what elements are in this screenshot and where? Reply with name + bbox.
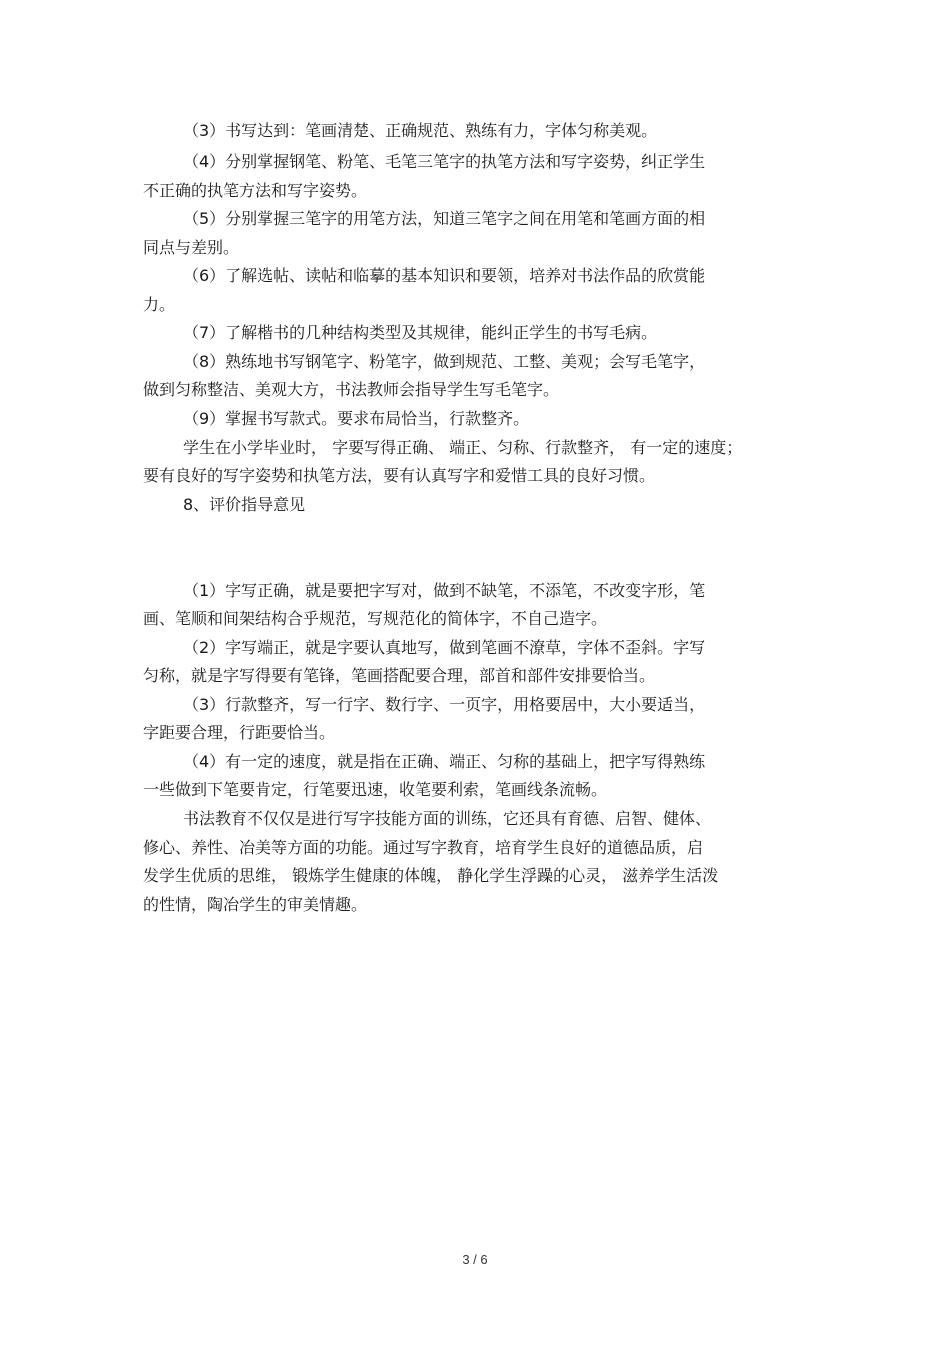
paragraph-line: 不正确的执笔方法和写字姿势。 <box>143 181 368 200</box>
paragraph-line: 一些做到下笔要肯定，行笔要迅速，收笔要利索，笔画线条流畅。 <box>143 780 608 799</box>
section-heading: 8、评价指导意见 <box>183 495 306 514</box>
paragraph-line: 的性情，陶冶学生的审美情趣。 <box>143 895 368 914</box>
paragraph-line: （6）了解选帖、读帖和临摹的基本知识和要领，培养对书法作品的欣赏能 <box>183 266 706 285</box>
paragraph-line: 匀称，就是字写得要有笔锋，笔画搭配要合理，部首和部件安排要恰当。 <box>143 666 656 685</box>
page-number: 3 / 6 <box>462 1252 488 1267</box>
paragraph-line: （5）分别掌握三笔字的用笔方法，知道三笔字之间在用笔和笔画方面的相 <box>183 209 706 228</box>
paragraph-line: 画、笔顺和间架结构合乎规范，写规范化的简体字，不自己造字。 <box>143 609 608 628</box>
paragraph-line: （4）有一定的速度，就是指在正确、端正、匀称的基础上，把字写得熟练 <box>183 752 706 771</box>
paragraph-line: 字距要合理，行距要恰当。 <box>143 723 336 742</box>
paragraph-line: （8）熟练地书写钢笔字、粉笔字，做到规范、工整、美观；会写毛笔字， <box>183 352 706 371</box>
paragraph-line: 发学生优质的思维， 锻炼学生健康的体魄， 静化学生浮躁的心灵， 滋养学生活泼 <box>143 866 719 885</box>
paragraph-line: 修心、养性、冶美等方面的功能。通过写字教育，培育学生良好的道德品质，启 <box>143 838 704 857</box>
paragraph-line: （1）字写正确，就是要把字写对，做到不缺笔，不添笔，不改变字形，笔 <box>183 581 706 600</box>
paragraph-line: （9）掌握书写款式。要求布局恰当，行款整齐。 <box>183 409 530 428</box>
paragraph-line: 书法教育不仅仅是进行写字技能方面的训练，它还具有育德、启智、健体、 <box>183 809 712 828</box>
paragraph-line: 做到匀称整洁、美观大方，书法教师会指导学生写毛笔字。 <box>143 380 560 399</box>
paragraph-line: （2）字写端正，就是字要认真地写，做到笔画不潦草，字体不歪斜。字写 <box>183 638 706 657</box>
paragraph-line: 要有良好的写字姿势和执笔方法，要有认真写字和爱惜工具的良好习惯。 <box>143 466 656 485</box>
paragraph-line: （3）书写达到：笔画清楚、正确规范、熟练有力，字体匀称美观。 <box>183 121 658 140</box>
paragraph-line: 学生在小学毕业时， 字要写得正确、 端正、匀称、行款整齐， 有一定的速度； <box>183 438 743 457</box>
paragraph-line: （7）了解楷书的几种结构类型及其规律，能纠正学生的书写毛病。 <box>183 323 658 342</box>
paragraph-line: （4）分别掌握钢笔、粉笔、毛笔三笔字的执笔方法和写字姿势，纠正学生 <box>183 152 706 171</box>
paragraph-line: （3）行款整齐，写一行字、数行字、一页字，用格要居中，大小要适当， <box>183 695 706 714</box>
paragraph-line: 同点与差别。 <box>143 238 240 257</box>
paragraph-line: 力。 <box>143 295 176 314</box>
